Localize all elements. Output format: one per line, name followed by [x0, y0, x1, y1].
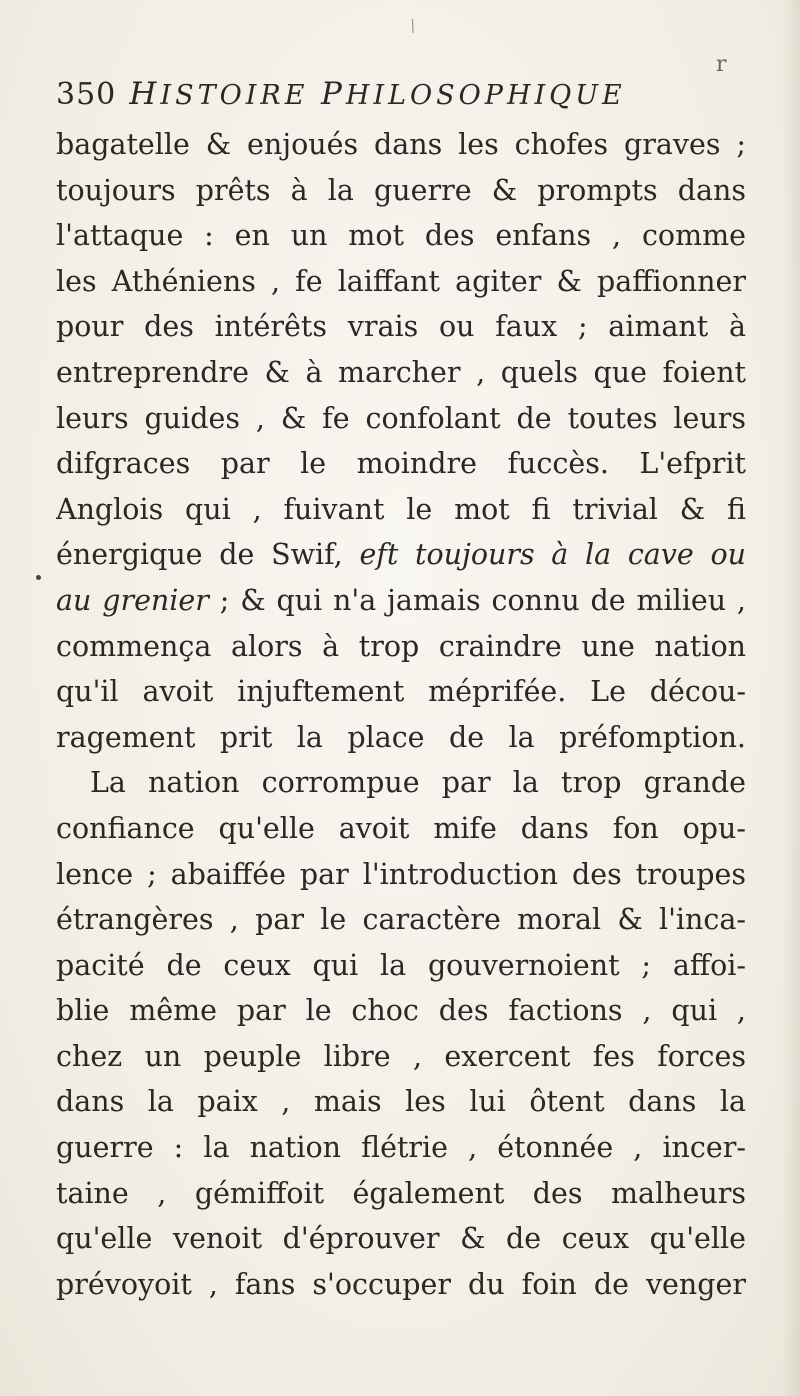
text-line	[56, 1125, 746, 1171]
text-span: toujours prêts à la guerre & prompts dans	[56, 173, 746, 207]
text-span: lence ; abaiffée par l'introduction des troupes	[56, 857, 746, 891]
text-span: La nation corrompue par la trop grande	[90, 766, 746, 800]
top-pencil-mark: /	[406, 15, 419, 36]
text-span: taine , gémiffoit également des malheurs	[56, 1176, 746, 1210]
text-line	[56, 988, 746, 1034]
text-line	[56, 715, 746, 761]
text-line	[56, 213, 746, 259]
text-line	[56, 441, 746, 487]
text-line	[56, 396, 746, 442]
text-line	[56, 1262, 746, 1308]
text-span: confiance qu'elle avoit mife dans fon opu-	[56, 811, 746, 845]
text-span: prévoyoit , fans s'occuper du foin de venger	[56, 1267, 746, 1301]
text-span: étrangères , par le caractère moral & l'inca-	[56, 903, 746, 937]
text-line	[56, 669, 746, 715]
page-edge-shadow	[782, 0, 800, 1396]
text-line	[56, 852, 746, 898]
text-span: pour des intérêts vrais ou faux ; aimant à	[56, 310, 746, 344]
text-line	[56, 1079, 746, 1125]
text-span: ; & qui n'a jamais connu de milieu ,	[208, 583, 746, 617]
text-span: commença alors à trop craindre une nation	[56, 629, 746, 663]
text-line	[56, 943, 746, 989]
margin-dot	[36, 575, 41, 580]
text-line	[56, 259, 746, 305]
text-line	[56, 624, 746, 670]
text-span: les Athéniens , fe laiffant agiter & paffionner	[56, 264, 746, 298]
text-span: pacité de ceux qui la gouvernoient ; affoi-	[56, 948, 746, 982]
text-line	[56, 806, 746, 852]
text-span: bagatelle & enjoués dans les chofes graves ;	[56, 128, 746, 161]
italic-text-span: au grenier	[56, 583, 209, 617]
text-line	[56, 304, 746, 350]
text-span: blie même par le choc des factions , qui ,	[56, 994, 746, 1028]
text-span: dans la paix , mais les lui ôtent dans la	[56, 1085, 746, 1119]
text-span: Anglois qui , fuivant le mot fi trivial & fi	[56, 492, 746, 526]
page-header	[56, 76, 746, 122]
text-line	[56, 122, 746, 168]
text-span: l'attaque : en un mot des enfans , comme	[56, 219, 746, 253]
text-span: difgraces par le moindre fuccès. L'efprit	[56, 447, 746, 481]
text-line	[56, 760, 746, 806]
text-line	[56, 487, 746, 533]
text-line	[56, 578, 746, 624]
text-line	[56, 1171, 746, 1217]
text-line	[56, 1216, 746, 1262]
text-line	[56, 532, 746, 578]
corner-mark: r	[716, 52, 727, 77]
text-line	[56, 1034, 746, 1080]
text-span: chez un peuple libre , exercent fes forces	[56, 1039, 746, 1073]
page-number: 350	[56, 77, 117, 112]
text-line	[56, 350, 746, 396]
italic-text-span: eft toujours à la cave ou	[359, 538, 746, 572]
text-span: qu'il avoit injuftement méprifée. Le décou-	[56, 675, 746, 709]
text-line	[56, 897, 746, 943]
text-span: énergique de Swif,	[56, 538, 360, 572]
running-title: HISTOIRE PHILOSOPHIQUE	[129, 76, 626, 112]
text-span: entreprendre & à marcher , quels que foient	[56, 355, 746, 389]
text-line	[56, 168, 746, 214]
text-span: guerre : la nation flétrie , étonnée , incer-	[56, 1131, 746, 1165]
text-span: ragement prit la place de la préfomption.	[56, 720, 746, 754]
text-span: leurs guides , & fe confolant de toutes leurs	[56, 401, 746, 435]
body-text	[56, 122, 746, 1307]
text-span: qu'elle venoit d'éprouver & de ceux qu'elle	[56, 1222, 746, 1256]
